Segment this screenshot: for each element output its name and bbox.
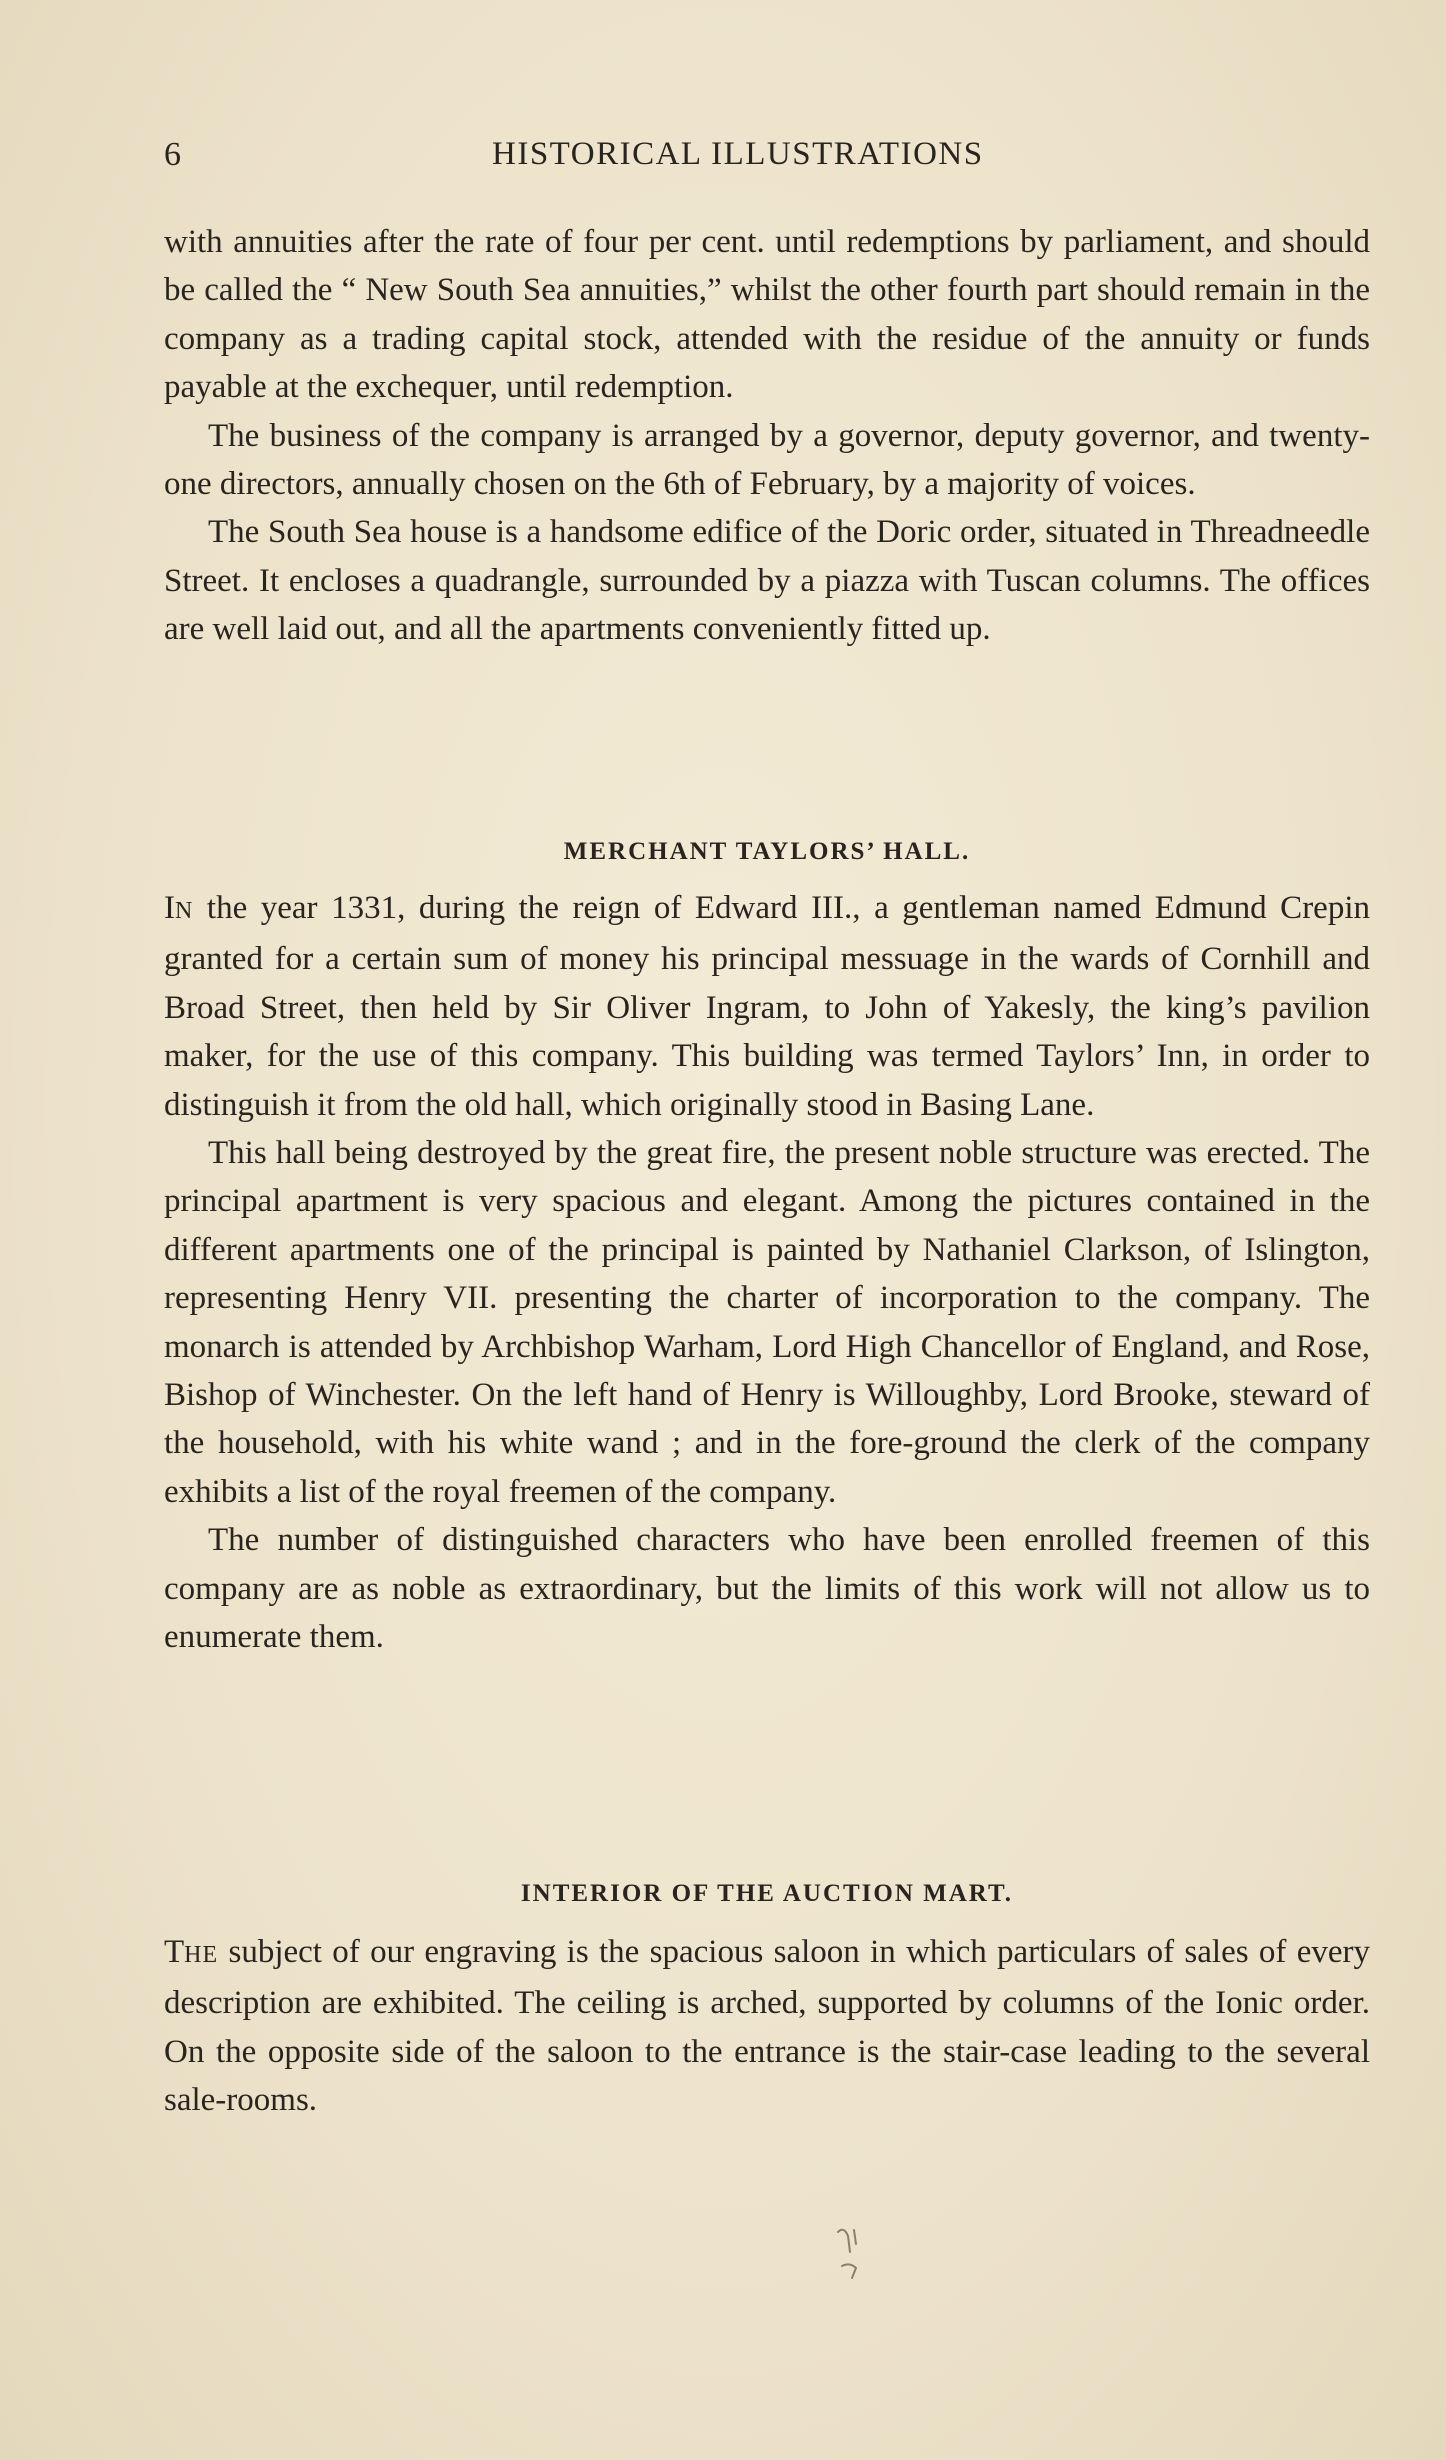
drop-cap-letter: T — [164, 1934, 185, 1970]
auction-mart-section — [164, 1928, 1370, 2125]
merchant-taylors-section — [164, 884, 1370, 1662]
south-sea-paragraph-1: with annuities after the rate of four per cent. until redemptions by parliament, and should be called the “ New South Sea annuities,” whilst the other fourth part should remain in the company as a trading capital stock, attended with the residue of the annuity or funds payable at the exchequer, until redemption. — [164, 224, 1370, 406]
drop-cap-letter: I — [164, 890, 175, 926]
small-caps-letters: HE — [184, 1942, 219, 1968]
page-number: 6 — [164, 136, 181, 173]
running-title: HISTORICAL ILLUSTRATIONS — [492, 136, 984, 172]
merchant-taylors-paragraph-3: The number of distinguished characters who have been enrolled freemen of this company are as noble as extraordinary, but the limits of this work will not allow us to enumerate them. — [164, 1522, 1370, 1656]
south-sea-paragraph-3: The South Sea house is a handsome edifice of the Doric order, situated in Threadneedle Street. It encloses a quadrangle, surrounded by a piazza with Tuscan columns. The offices are well laid out, and all the apartments conveniently fitted up. — [164, 514, 1370, 648]
auction-mart-heading: INTERIOR OF THE AUCTION MART. — [520, 1880, 1014, 1907]
paragraph-text: the year 1331, during the reign of Edward III., a gentleman named Edmund Crepin granted for a certain sum of money his principal messuage in the wards of Cornhill and Broad Street, then held by Sir Oliver Ingram, to John of Yakesly, the king’s pavilion maker, for the use of this company. This building was termed Taylors’ Inn, in order to distinguish it from the old hall, which originally stood in Basing Lane. — [164, 890, 1370, 1123]
auction-mart-paragraph-1 — [164, 1928, 1370, 2125]
merchant-taylors-paragraph-2: This hall being destroyed by the great fire, the present noble structure was erected. The principal apartment is very spacious and elegant. Among the pictures contained in the different apartments one of the principal is painted by Nathaniel Clarkson, of Islington, representing Henry VII. presenting the charter of incorporation to the company. The monarch is attended by Archbishop Warham, Lord High Chancellor of England, and Rose, Bishop of Winchester. On the left hand of Henry is Willoughby, Lord Brooke, steward of the household, with his white wand ; and in the fore-ground the clerk of the company exhibits a list of the royal freemen of the company. — [164, 1135, 1370, 1510]
merchant-taylors-paragraph-1 — [164, 884, 1370, 1129]
ink-blot-mark — [830, 2222, 870, 2282]
page-header — [164, 136, 1374, 184]
merchant-taylors-heading: MERCHANT TAYLORS’ HALL. — [563, 838, 971, 865]
south-sea-paragraph-2: The business of the company is arranged by a governor, deputy governor, and twenty-one directors, annually chosen on the 6th of February, by a majority of voices. — [164, 417, 1370, 503]
south-sea-section — [164, 218, 1370, 654]
paragraph-text: subject of our engraving is the spacious saloon in which particulars of sales of every description are exhibited. The ceiling is arched, supported by columns of the Ionic order. On the opposite side of the saloon to the entrance is the stair-case leading to the several sale-rooms. — [164, 1934, 1370, 2119]
small-caps-letters: N — [175, 898, 194, 924]
